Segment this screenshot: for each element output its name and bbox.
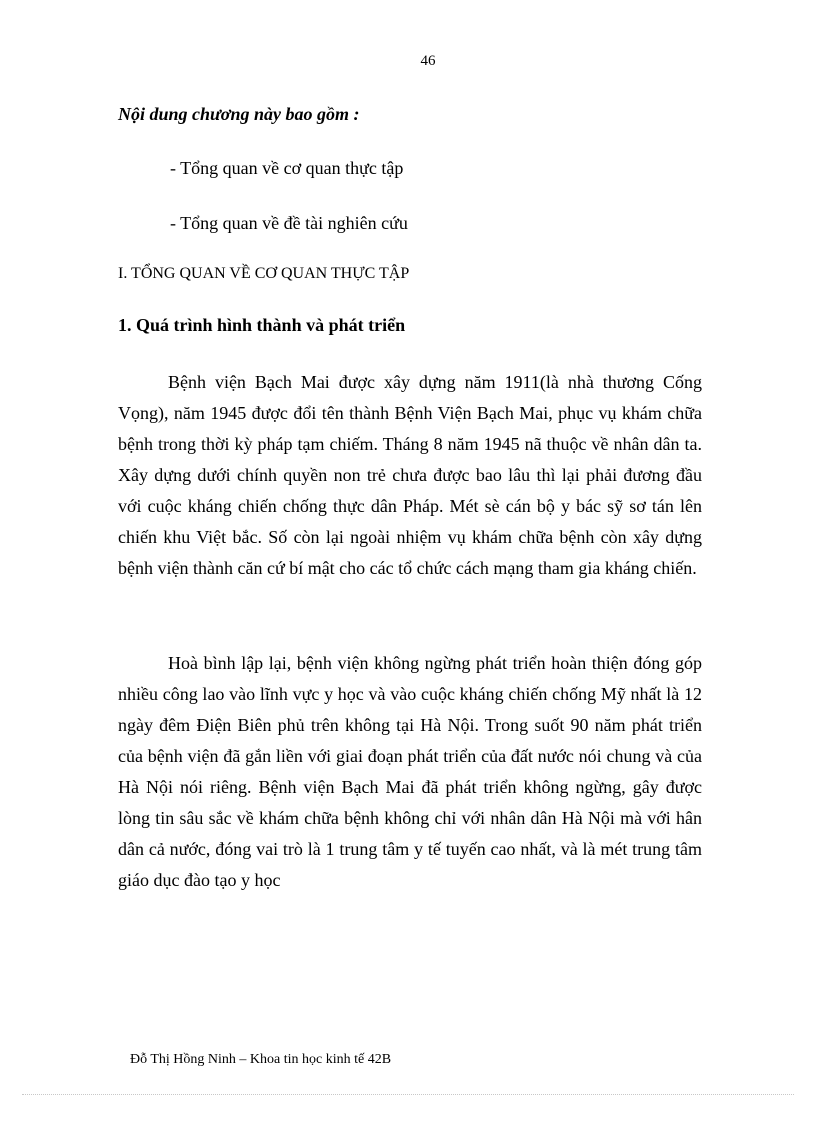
body-paragraph bbox=[118, 648, 702, 896]
chapter-contents-heading: Nội dung chương này bao gồm : bbox=[118, 104, 360, 124]
body-paragraph bbox=[118, 367, 702, 584]
body-paragraph-text: Bệnh viện Bạch Mai được xây dựng năm 1911(là nhà thương Cống Vọng), năm 1945 được đổi tên thành Bệnh Viện Bạch Mai, phục vụ khám chữa bệnh trong thời kỳ pháp tạm chiếm. Tháng 8 năm 1945 nã thuộc về nhân dân ta. Xây dựng dưới chính quyền non trẻ chưa được bao lâu thì lại phải đương đầu với cuộc kháng chiến chống thực dân Pháp. Mét sè cán bộ y bác sỹ sơ tán lên chiến khu Việt bắc. Số còn lại ngoài nhiệm vụ khám chữa bệnh còn xây dựng bệnh viện thành căn cứ bí mật cho các tổ chức cách mạng tham gia kháng chiến. bbox=[118, 372, 702, 578]
footer-divider bbox=[22, 1094, 794, 1095]
page-number: 46 bbox=[420, 53, 436, 69]
chapter-contents-item: - Tổng quan về đề tài nghiên cứu bbox=[170, 213, 408, 233]
page-footer: Đỗ Thị Hồng Ninh – Khoa tin học kinh tế 42B bbox=[130, 1052, 392, 1067]
section-heading: I. TỔNG QUAN VỀ CƠ QUAN THỰC TẬP bbox=[118, 265, 410, 282]
body-paragraph-text: Hoà bình lập lại, bệnh viện không ngừng phát triển hoàn thiện đóng góp nhiều công lao vào lĩnh vực y học và vào cuộc kháng chiến chống Mỹ nhất là 12 ngày đêm Điện Biên phủ trên không tại Hà Nội. Trong suốt 90 năm phát triển của bệnh viện đã gắn liền với giai đoạn phát triển của đất nước nói chung và của Hà Nội nói riêng. Bệnh viện Bạch Mai đã phát triển không ngừng, gây được lòng tin sâu sắc về khám chữa bệnh không chỉ với nhân dân Hà Nội mà với hân dân cả nước, đóng vai trò là 1 trung tâm y tế tuyến cao nhất, và là mét trung tâm giáo dục đào tạo y học bbox=[118, 653, 702, 890]
chapter-contents-item: - Tổng quan về cơ quan thực tập bbox=[170, 158, 404, 178]
subsection-heading: 1. Quá trình hình thành và phát triển bbox=[118, 315, 406, 335]
